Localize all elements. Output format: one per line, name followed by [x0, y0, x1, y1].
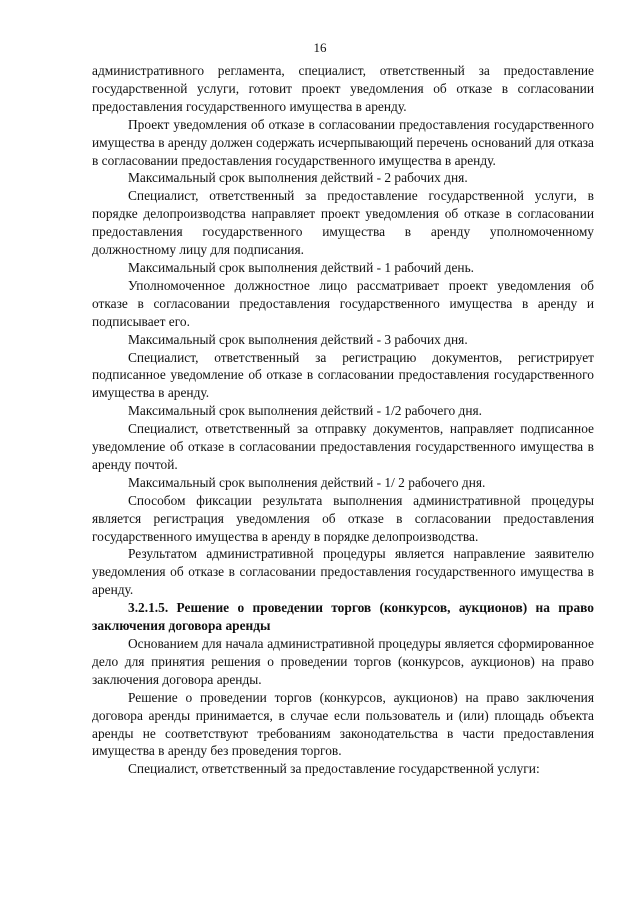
paragraph: Максимальный срок выполнения действий - 3 рабочих дня.: [128, 331, 468, 347]
paragraph: Максимальный срок выполнения действий - 1 рабочий день.: [128, 259, 475, 275]
paragraph: административного регламента, специалист, ответственный за предоставление государственной услуги, готовит проект уведомления об отказе в согласовании предоставления государственного имущества в аренду.: [92, 63, 594, 114]
paragraph: Специалист, ответственный за предоставление государственной услуги, в порядке делопроизводства направляет проект уведомления об отказе в согласовании предоставления государственного имущества в аренду уполномоченному должностному лицу для подписания.: [92, 188, 594, 258]
page-number: 16: [313, 40, 327, 55]
paragraph: Уполномоченное должностное лицо рассматривает проект уведомления об отказе в согласовании предоставления государственного имущества в аренду и подписывает его.: [92, 277, 594, 329]
document-body: [92, 62, 594, 778]
paragraph: Максимальный срок выполнения действий - 1/2 рабочего дня.: [128, 403, 483, 419]
paragraph: Основанием для начала административной процедуры является сформированное дело для принятия решения о проведении торгов (конкурсов, аукционов) на право заключения договора аренды.: [92, 636, 594, 687]
paragraph: Максимальный срок выполнения действий - 2 рабочих дня.: [128, 170, 468, 186]
paragraph: Проект уведомления об отказе в согласовании предоставления государственного имущества в аренду должен содержать исчерпывающий перечень оснований для отказа в согласовании предоставления государственного имущества в аренду.: [92, 116, 594, 168]
paragraph: Способом фиксации результата выполнения административной процедуры является регистрация уведомления об отказе в согласовании предоставления государственного имущества в аренду в порядке делопроизводства.: [92, 492, 594, 544]
paragraph: Специалист, ответственный за предоставление государственной услуги:: [128, 761, 540, 777]
paragraph: Специалист, ответственный за отправку документов, направляет подписанное уведомление об отказе в согласовании предоставления государственного имущества в аренду почтой.: [92, 421, 594, 472]
paragraph: Максимальный срок выполнения действий - 1/ 2 рабочего дня.: [128, 474, 486, 490]
section-heading: 3.2.1.5. Решение о проведении торгов (конкурсов, аукционов) на право заключения договора аренды: [92, 600, 594, 634]
paragraph: Специалист, ответственный за регистрацию документов, регистрирует подписанное уведомление об отказе в согласовании предоставления государственного имущества в аренду.: [92, 349, 594, 401]
paragraph: Решение о проведении торгов (конкурсов, аукционов) на право заключения договора аренды принимается, в случае если пользователь и (или) площадь объекта аренды не соответствуют требованиям законодательства в части предоставления имущества в аренду без проведения торгов.: [92, 689, 594, 759]
paragraph: Результатом административной процедуры является направление заявителю уведомления об отказе в согласовании предоставления государственного имущества в аренду.: [92, 546, 594, 598]
